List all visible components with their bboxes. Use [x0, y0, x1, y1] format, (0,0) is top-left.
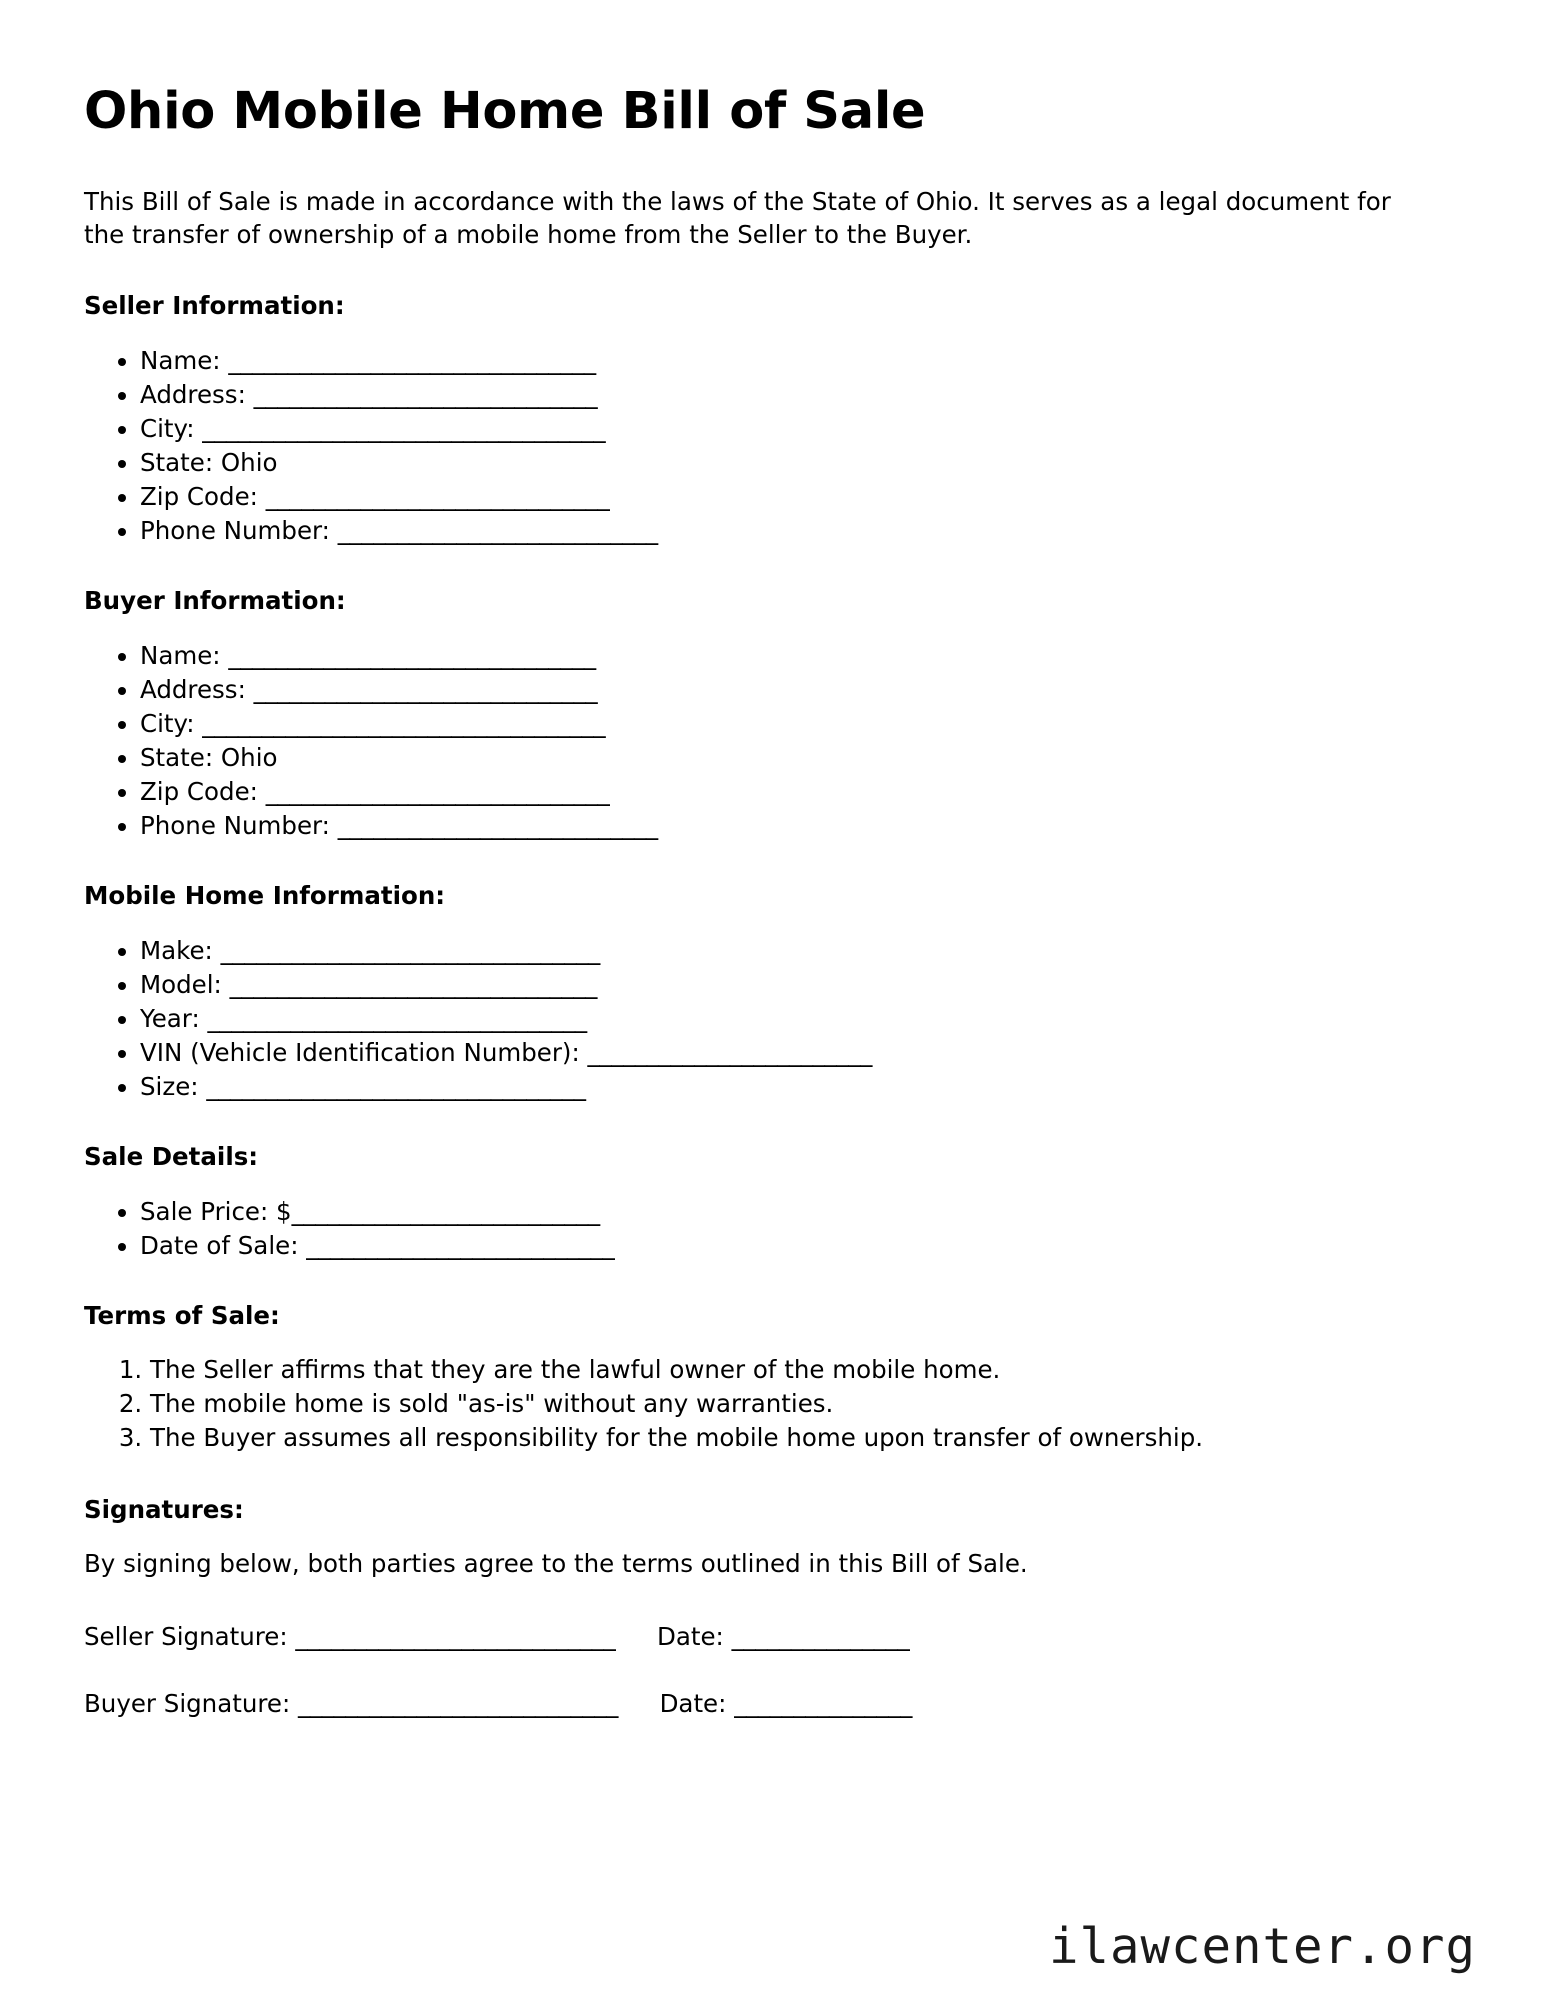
terms-of-sale-list	[84, 1353, 1458, 1455]
buyer-signature-blank[interactable]: ___________________________	[298, 1689, 618, 1719]
buyer-date-label: Date:	[659, 1689, 727, 1719]
field-blank[interactable]: __________________________	[291, 1196, 600, 1226]
field-label: Phone Number:	[140, 811, 330, 841]
buyer-signature-label: Buyer Signature:	[84, 1689, 291, 1719]
field-label: Phone Number:	[140, 516, 330, 546]
list-item	[140, 412, 1458, 446]
list-item	[140, 446, 1458, 480]
field-blank[interactable]: ________________________________	[207, 1003, 587, 1033]
sale-details-heading: Sale Details:	[84, 1141, 259, 1171]
field-label: Zip Code:	[140, 776, 258, 806]
intro-paragraph: This Bill of Sale is made in accordance with the laws of the State of Ohio. It serves as a legal document for the transfer of ownership of a mobile home from the Seller to the Buyer.	[84, 187, 1391, 249]
list-item	[140, 480, 1458, 514]
field-blank[interactable]: ___________________________	[337, 516, 658, 546]
buyer-date-blank[interactable]: _______________	[734, 1689, 912, 1719]
signatures-note: By signing below, both parties agree to the terms outlined in this Bill of Sale.	[84, 1549, 1028, 1579]
list-item	[140, 1195, 1458, 1229]
list-item	[140, 639, 1458, 673]
list-item	[140, 378, 1458, 412]
field-blank[interactable]: __________________________	[306, 1230, 615, 1260]
field-blank[interactable]: ________________________	[587, 1037, 872, 1067]
list-item	[140, 707, 1458, 741]
field-blank[interactable]: ________________________________	[220, 935, 600, 965]
field-blank[interactable]: _____________________________	[265, 776, 610, 806]
field-blank[interactable]: __________________________________	[202, 413, 606, 443]
field-label: Model:	[140, 969, 222, 999]
mobile-home-information-heading: Mobile Home Information:	[84, 881, 446, 911]
list-item	[140, 344, 1458, 378]
list-item	[140, 1229, 1458, 1263]
field-label: Make:	[140, 935, 213, 965]
field-label: City:	[140, 708, 195, 738]
field-label: City:	[140, 413, 195, 443]
field-label: State: Ohio	[140, 448, 278, 478]
field-label: Year:	[140, 1003, 200, 1033]
field-label: Date of Sale:	[140, 1230, 299, 1260]
list-item	[140, 1036, 1458, 1070]
list-item	[140, 934, 1458, 968]
list-item	[140, 741, 1458, 775]
field-label: Sale Price: $	[140, 1196, 292, 1226]
signatures-heading: Signatures:	[84, 1495, 244, 1525]
seller-signature-blank[interactable]: ___________________________	[295, 1621, 616, 1651]
field-blank[interactable]: _____________________________	[253, 674, 598, 704]
seller-date-blank[interactable]: _______________	[731, 1621, 910, 1651]
buyer-signature-row	[84, 1688, 1458, 1720]
list-item	[140, 1002, 1458, 1036]
sale-details-list	[84, 1195, 1458, 1263]
field-blank[interactable]: _______________________________	[228, 345, 596, 375]
field-blank[interactable]: ________________________________	[206, 1071, 586, 1101]
seller-signature-label: Seller Signature:	[84, 1621, 288, 1651]
field-blank[interactable]: ___________________________	[337, 811, 658, 841]
list-item	[140, 809, 1458, 843]
seller-information-heading: Seller Information:	[84, 291, 345, 321]
list-item	[140, 673, 1458, 707]
seller-signature-row	[84, 1621, 1458, 1653]
seller-date-label: Date:	[656, 1621, 724, 1651]
field-label: Address:	[140, 674, 246, 704]
field-label: State: Ohio	[140, 742, 278, 772]
field-blank[interactable]: _____________________________	[265, 482, 610, 512]
list-item	[140, 1070, 1458, 1104]
buyer-information-heading: Buyer Information:	[84, 586, 346, 616]
list-item	[140, 775, 1458, 809]
list-item	[140, 514, 1458, 548]
list-item: 3. The Buyer assumes all responsibility for the mobile home upon transfer of ownership.	[150, 1421, 1458, 1455]
field-label: Address:	[140, 379, 246, 409]
field-label: Zip Code:	[140, 482, 258, 512]
buyer-information-list	[84, 639, 1458, 843]
list-item: 1. The Seller affirms that they are the lawful owner of the mobile home.	[150, 1353, 1458, 1387]
list-item	[140, 968, 1458, 1002]
list-item: 2. The mobile home is sold "as-is" without any warranties.	[150, 1387, 1458, 1421]
field-label: Name:	[140, 640, 221, 670]
field-blank[interactable]: _____________________________	[253, 379, 598, 409]
field-label: VIN (Vehicle Identification Number):	[140, 1037, 580, 1067]
terms-of-sale-heading: Terms of Sale:	[84, 1300, 280, 1330]
field-blank[interactable]: __________________________________	[202, 708, 606, 738]
field-label: Name:	[140, 345, 221, 375]
seller-information-list	[84, 344, 1458, 548]
page-title: Ohio Mobile Home Bill of Sale	[84, 82, 926, 141]
field-blank[interactable]: _______________________________	[228, 640, 596, 670]
field-label: Size:	[140, 1071, 199, 1101]
field-blank[interactable]: _______________________________	[229, 969, 597, 999]
footer-watermark: ilawcenter.org	[1048, 1918, 1476, 1975]
mobile-home-information-list	[84, 934, 1458, 1104]
